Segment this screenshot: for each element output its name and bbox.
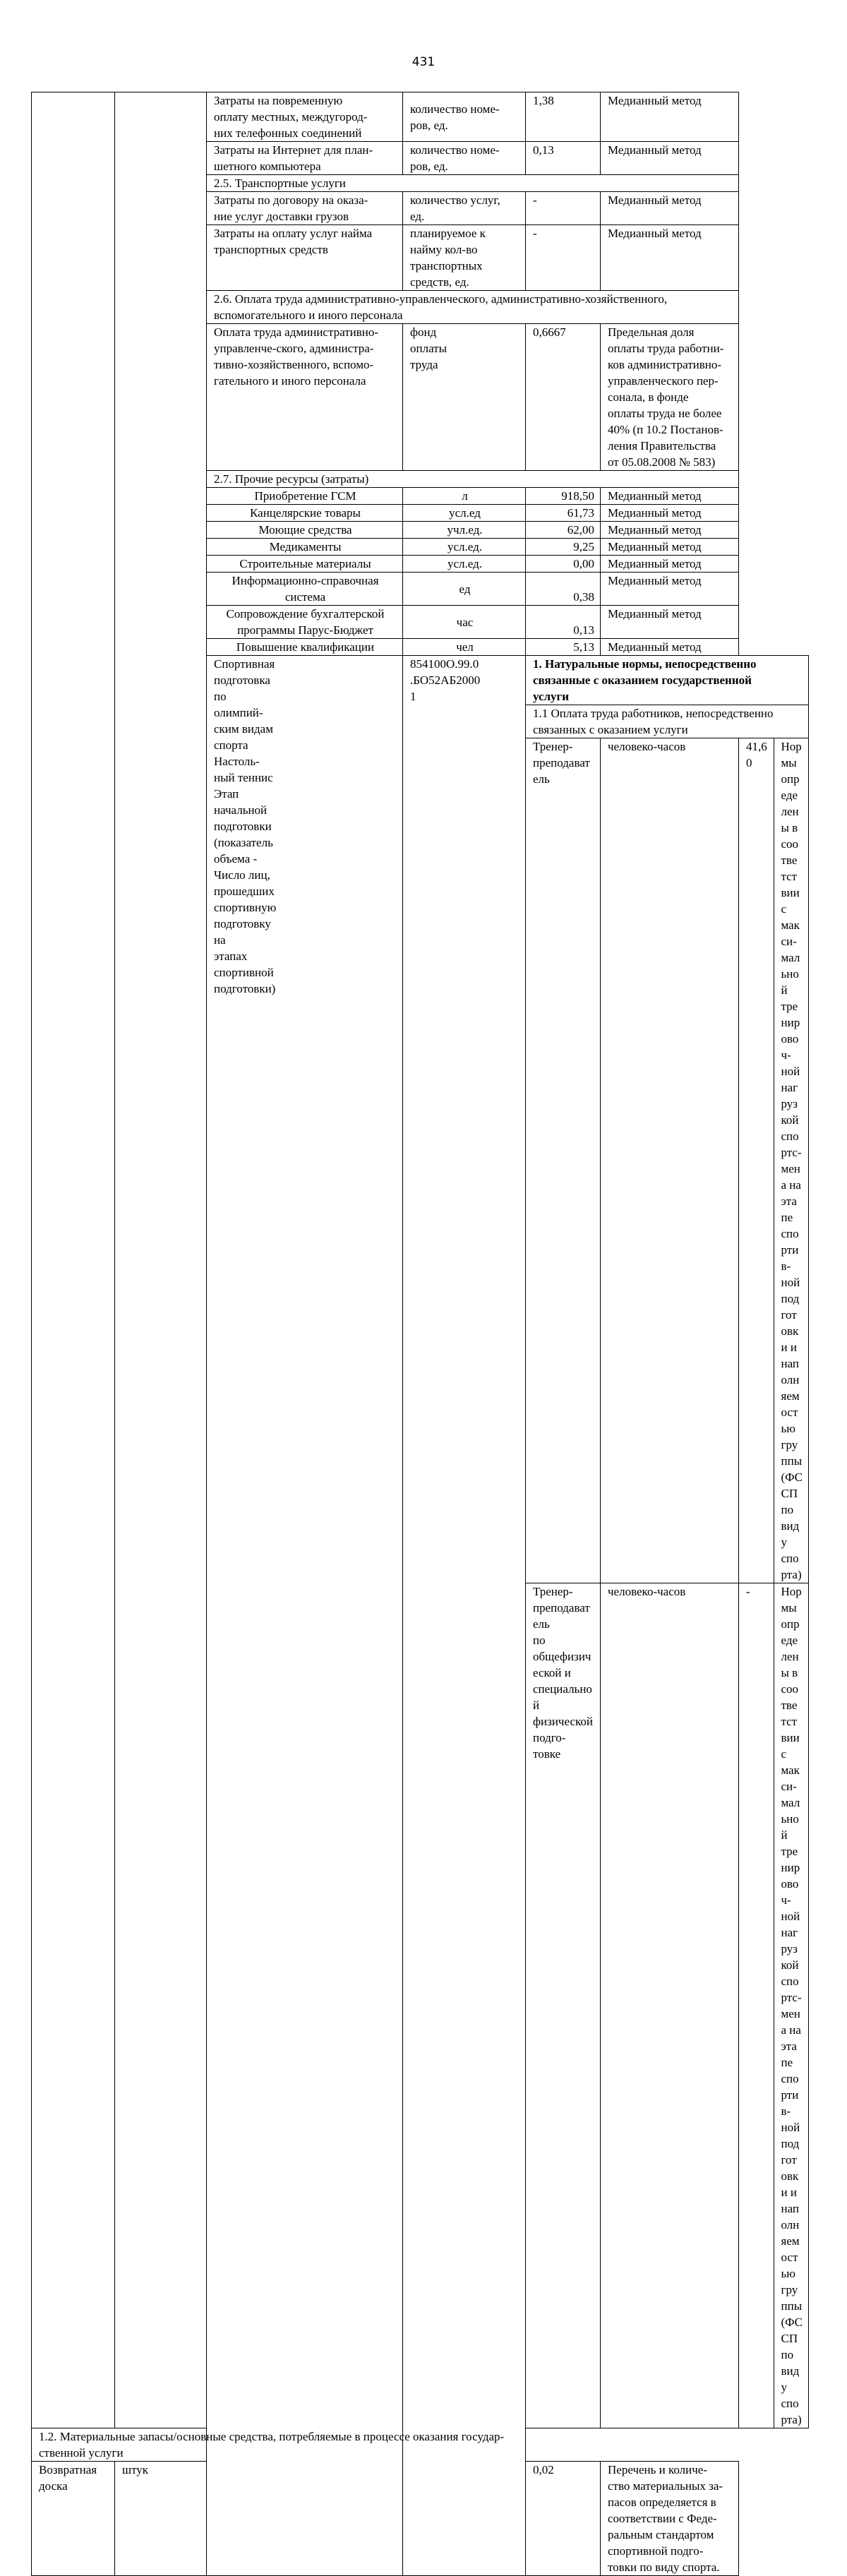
resource-unit: чел — [403, 639, 526, 656]
page-number: 431 — [412, 55, 435, 69]
resource-value: - — [526, 192, 601, 225]
resource-name: Затраты на оплату услуг найма транспортных средств — [207, 225, 403, 291]
resource-unit: усл.ед. — [403, 539, 526, 556]
resource-unit: человеко-часов — [601, 738, 739, 1583]
resource-unit: человеко-часов — [601, 1583, 739, 2428]
section-heading: 1.1 Оплата труда работников, непосредственно связанных с оказанием услуги — [526, 705, 809, 738]
section-heading: 2.7. Прочие ресурсы (затраты) — [207, 471, 739, 488]
resource-unit: усл.ед. — [403, 556, 526, 573]
resource-unit: количество номе- ров, ед. — [403, 142, 526, 175]
resource-unit: час — [403, 606, 526, 639]
service-code: 854100О.99.0 .БО52АБ2000 1 — [403, 656, 526, 2576]
resource-unit: л — [403, 488, 526, 505]
resource-method: Медианный метод — [601, 556, 739, 573]
resource-unit: планируемое к найму кол-во транспортных средств, ед. — [403, 225, 526, 291]
resource-name: Повышение квалификации — [207, 639, 403, 656]
resource-name: Моющие средства — [207, 522, 403, 539]
resource-unit: учл.ед. — [403, 522, 526, 539]
resource-value: 918,50 — [526, 488, 601, 505]
resource-name: Сопровождение бухгалтерской программы Парус-Бюджет — [207, 606, 403, 639]
resource-method: Перечень и количе- ство материальных за- пасов определяется в соответствии с Феде- ральным стандартом спортивной подго- товки по виду спорта. — [601, 2462, 739, 2576]
resource-value: 41,60 — [739, 738, 774, 1583]
section-heading: 1.2. Материальные запасы/основные средства, потребляемые в процессе оказания государ- ственной услуги — [32, 2428, 526, 2462]
resource-unit: ед — [403, 573, 526, 606]
resource-name: Затраты по договору на оказа- ние услуг доставки грузов — [207, 192, 403, 225]
resource-unit: штук — [115, 2462, 207, 2576]
resource-name: Тренер-преподаватель по общефизической и специальной физической подго- товке — [526, 1583, 601, 2428]
resource-method: Медианный метод — [601, 505, 739, 522]
resource-method: Медианный метод — [601, 639, 739, 656]
resource-method: Медианный метод — [601, 92, 739, 142]
resource-value: 1,38 — [526, 92, 601, 142]
resource-name: Возвратная доска — [32, 2462, 115, 2576]
resource-value: 0,00 — [526, 556, 601, 573]
section-heading: 1. Натуральные нормы, непосредственно связанные с оказанием государственной услуги — [526, 656, 809, 705]
resource-value: 0,38 — [526, 573, 601, 606]
resource-name: Оплата труда административно- управленче-ского, администра- тивно-хозяйственного, вспомо- гательного и иного персонала — [207, 324, 403, 471]
service-name-cell-empty — [32, 92, 115, 2428]
resource-value: - — [739, 1583, 774, 2428]
service-code-cell-empty — [115, 92, 207, 2428]
resource-method: Нормы определены в соответствии с макси- мальной тренировоч- ной нагрузкой спортс- мена на этапе спортив- ной подготовки и наполняемостью группы (ФССП по виду спорта) — [774, 1583, 809, 2428]
resource-method: Медианный метод — [601, 225, 739, 291]
resource-value: - — [526, 225, 601, 291]
resource-method: Медианный метод — [601, 539, 739, 556]
resource-value: 5,13 — [526, 639, 601, 656]
resource-value: 0,6667 — [526, 324, 601, 471]
resource-method: Медианный метод — [601, 142, 739, 175]
resource-value: 61,73 — [526, 505, 601, 522]
section-heading: 2.6. Оплата труда административно-управленческого, административно-хозяйственного, вспомогательного и иного персонала — [207, 291, 739, 324]
resource-value: 0,02 — [526, 2462, 601, 2576]
section-heading-row — [32, 2428, 809, 2462]
section-heading: 2.5. Транспортные услуги — [207, 175, 739, 192]
resource-name: Затраты на повременную оплату местных, междугород- них телефонных соединений — [207, 92, 403, 142]
resource-name: Приобретение ГСМ — [207, 488, 403, 505]
resource-unit: усл.ед — [403, 505, 526, 522]
resource-method: Медианный метод — [601, 573, 739, 606]
resource-method: Медианный метод — [601, 522, 739, 539]
table-row — [32, 92, 809, 142]
resource-value: 0,13 — [526, 142, 601, 175]
resource-name: Медикаменты — [207, 539, 403, 556]
resource-name: Канцелярские товары — [207, 505, 403, 522]
resource-name: Информационно-справочная система — [207, 573, 403, 606]
resource-value: 0,13 — [526, 606, 601, 639]
norms-table — [31, 92, 809, 2576]
resource-name: Строительные материалы — [207, 556, 403, 573]
resource-method: Медианный метод — [601, 606, 739, 639]
service-name: Спортивная подготовка по олимпий- ским видам спорта Настоль- ный теннис Этап начальной подготовки (показатель объема - Число лиц, прошедших спортивную подготовку на этапах спортивной подготовки) — [207, 656, 403, 2576]
resource-method: Нормы определены в соответствии с макси- мальной тренировоч- ной нагрузкой спортс- мена на этапе спортив- ной подготовки и наполняемостью группы (ФССП по виду спорта) — [774, 738, 809, 1583]
resource-method: Предельная доля оплаты труда работни- ков административно- управленческого пер- сонала, в фонде оплаты труда не более 40% (п 10.2 Постанов- ления Правительства от 05.08.2008 № 583) — [601, 324, 739, 471]
resource-method: Медианный метод — [601, 192, 739, 225]
resource-value: 9,25 — [526, 539, 601, 556]
resource-method: Медианный метод — [601, 488, 739, 505]
resource-name: Затраты на Интернет для план- шетного компьютера — [207, 142, 403, 175]
resource-name: Тренер-преподаватель — [526, 738, 601, 1583]
resource-value: 62,00 — [526, 522, 601, 539]
resource-unit: количество услуг, ед. — [403, 192, 526, 225]
resource-unit: фонд оплаты труда — [403, 324, 526, 471]
resource-unit: количество номе- ров, ед. — [403, 92, 526, 142]
